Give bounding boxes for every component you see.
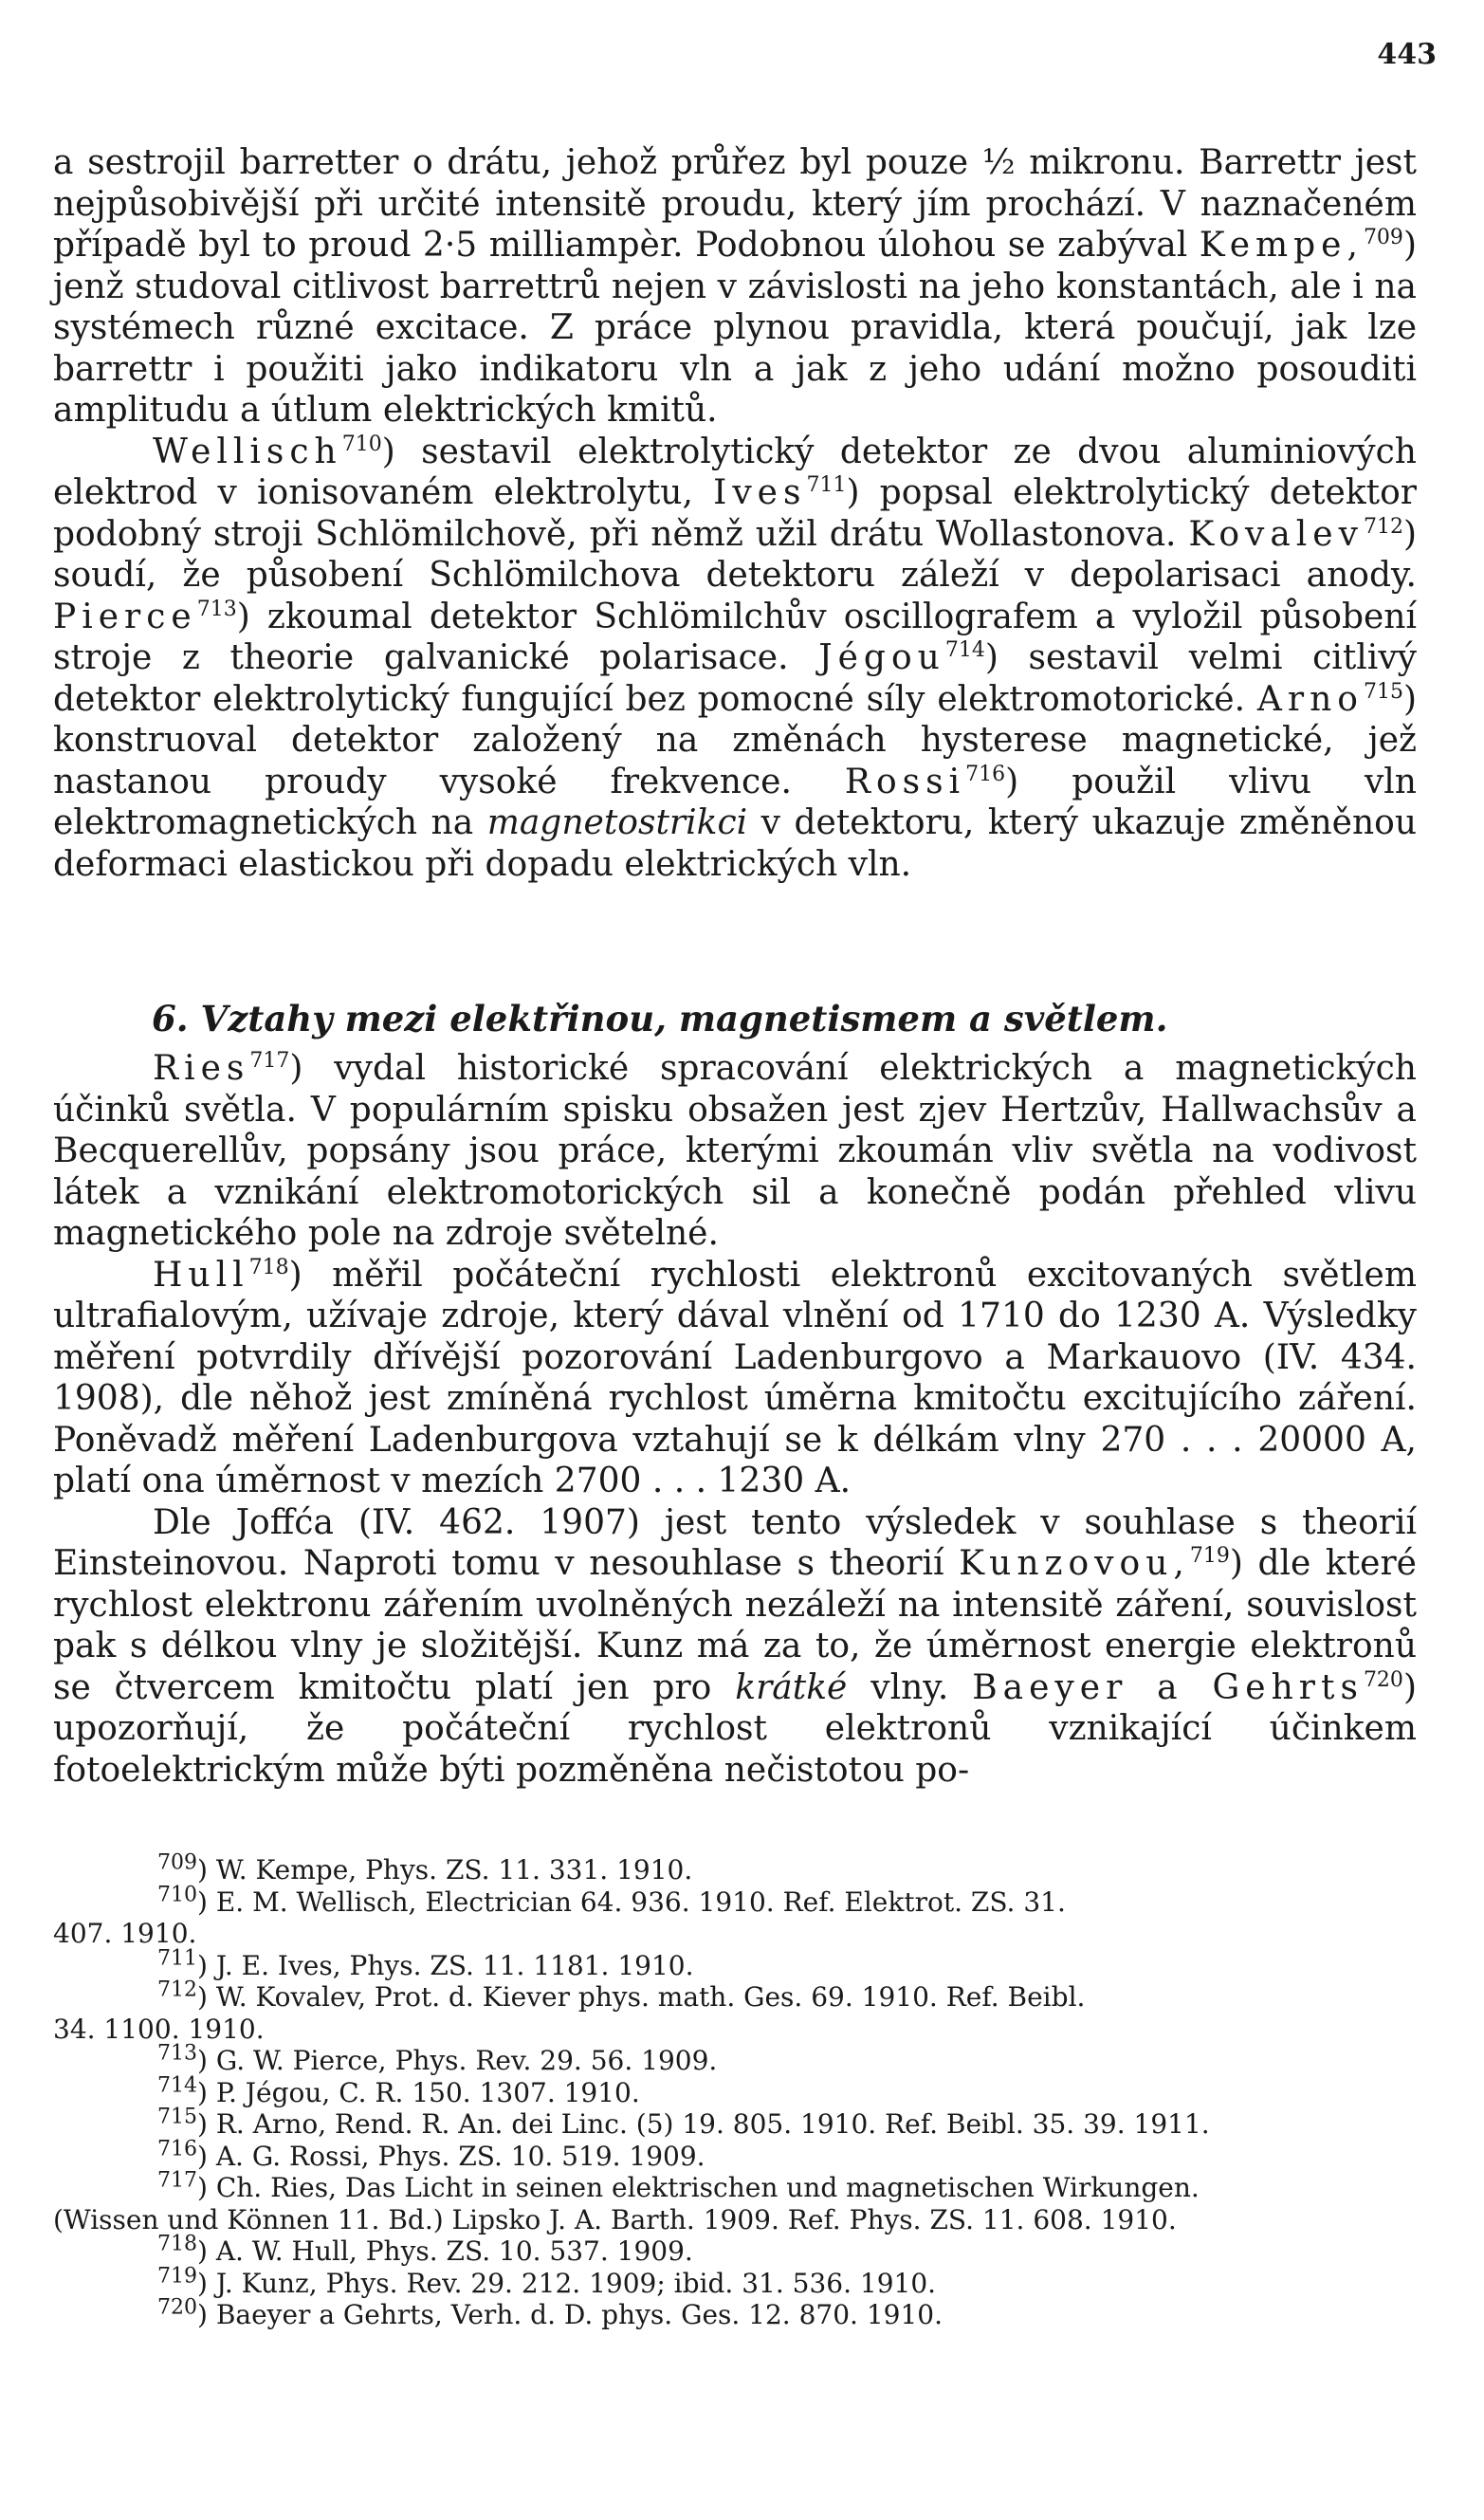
- footnote-text: J. Kunz, Phys. Rev. 29. 212. 1909; ibid. 31. 536. 1910.: [215, 2267, 937, 2299]
- footnote-text: W. Kempe, Phys. ZS. 11. 331. 1910.: [215, 1854, 693, 1885]
- footnote-number: 717: [157, 2168, 197, 2193]
- author-name: Rossi: [844, 762, 966, 801]
- text-run: v detektoru, který ukazuje změněnou deformaci elastickou při dopadu elektrických vln.: [53, 803, 1418, 884]
- footnote: $^{715}$) R. Arno, Rend. R. An. dei Linc. (5) 19. 805. 1910. Ref. Beibl. 35. 39. 1911.: [157, 2105, 1210, 2140]
- footnote-text: G. W. Pierce, Phys. Rev. 29. 56. 1909.: [215, 2045, 718, 2076]
- footnote: $^{714}$) P. Jégou, C. R. 150. 1307. 1910.: [157, 2073, 640, 2108]
- text-run: ) měřil počáteční rychlosti elektronů excitovaných světlem ultrafialovým, užívaje zdroje, který dával vlnění od 1710 do 1230 A. Výsledky měření potvrdily dřívější pozorování Ladenburgovo a Markauovo (IV. 434. 1908), dle něhož jest zmíněná rychlost úměrna kmitočtu excitujícího záření. Poněvadž měření Ladenburgova vztahují se k délkám vlny 270 . . . 20000 A, platí ona úměrnost v mezích 2700 . . . 1230 A.: [53, 1255, 1417, 1500]
- footnote-ref: 711: [806, 473, 847, 497]
- footnote-number: 718: [157, 2232, 197, 2256]
- footnote-number: 712: [157, 1977, 197, 2002]
- text-run: Dle Joffća (IV. 462. 1907) jest tento výsledek v souhlase s theorií Einsteinovou. Naproti tomu v nesouhlase s theorií: [53, 1502, 1417, 1583]
- paragraph: [53, 142, 1417, 432]
- footnote-text: A. W. Hull, Phys. ZS. 10. 537. 1909.: [215, 2235, 693, 2267]
- footnote-text: A. G. Rossi, Phys. ZS. 10. 519. 1909.: [215, 2140, 705, 2172]
- author-name: Ives: [713, 473, 807, 512]
- footnote-text: R. Arno, Rend. R. An. dei Linc. (5) 19. 805. 1910. Ref. Beibl. 35. 39. 1911.: [215, 2108, 1210, 2140]
- author-name: Jégou: [818, 638, 945, 677]
- footnote: $^{716}$) A. G. Rossi, Phys. ZS. 10. 519. 1909.: [157, 2137, 705, 2172]
- footnote: $^{712}$) W. Kovalev, Prot. d. Kiever phys. math. Ges. 69. 1910. Ref. Beibl. 34. 1100. 1910.: [53, 1981, 1417, 2045]
- footnote-text: P. Jégou, C. R. 150. 1307. 1910.: [215, 2076, 640, 2108]
- text-run: ) sestavil elektrolytický detektor ze dvou aluminiových elektrod v ionisovaném elektrolytu,: [53, 432, 1417, 512]
- footnote-number: 714: [157, 2073, 197, 2098]
- paragraph: [53, 1048, 1417, 1255]
- author-name: Pierce: [53, 597, 197, 636]
- footnote-number: 713: [157, 2041, 197, 2066]
- author-name: Arno: [1256, 679, 1364, 719]
- section-heading: 6. Vztahy mezi elektřinou, magnetismem a světlem.: [152, 998, 1168, 1039]
- text-run: ) konstruoval detektor založený na změnách hysterese magnetické, jež nastanou proudy vysoké frekvence.: [53, 679, 1417, 801]
- footnote-ref: 719: [1189, 1544, 1230, 1568]
- text-run: ) vydal historické spracování elektrických a magnetických účinků světla. V populárním spisku obsažen jest zjev Hertzův, Hallwachsův a Becquerellův, popsány jsou práce, kterými zkoumán vliv světla na vodivost látek a vznikání elektromotorických sil a konečně podán přehled vlivu magnetického pole na zdroje světelné.: [53, 1049, 1417, 1253]
- footnote-number: 715: [157, 2105, 197, 2129]
- footnote-continuation: 407. 1910.: [53, 1918, 197, 1949]
- text-run: ) soudí, že působení Schlömilchova detektoru záleží v depolarisaci anody.: [53, 514, 1417, 595]
- footnote: $^{720}$) Baeyer a Gehrts, Verh. d. D. phys. Ges. 12. 870. 1910.: [157, 2295, 944, 2330]
- footnote-text: E. M. Wellisch, Electrician 64. 936. 1910. Ref. Elektrot. ZS. 31.: [215, 1885, 1066, 1918]
- footnote-ref: 716: [965, 762, 1006, 786]
- text-run: ) zkoumal detektor Schlömilchův oscillografem a vyložil působení stroje z theorie galvanické polarisace.: [53, 597, 1417, 677]
- footnote-number: 710: [157, 1883, 197, 1907]
- italic-term: magnetostrikci: [486, 803, 748, 842]
- author-name: Kunzovou,: [959, 1544, 1190, 1583]
- footnote: $^{713}$) G. W. Pierce, Phys. Rev. 29. 56. 1909.: [157, 2041, 718, 2076]
- footnote-number: 711: [157, 1946, 197, 1971]
- footnote-number: 716: [157, 2137, 197, 2161]
- footnote-ref: 712: [1363, 514, 1403, 539]
- footnote-number: 719: [157, 2264, 197, 2289]
- footnote-text: Baeyer a Gehrts, Verh. d. D. phys. Ges. 12. 870. 1910.: [215, 2299, 944, 2330]
- footnote-number: 720: [157, 2295, 197, 2320]
- author-name: Ries: [153, 1049, 250, 1088]
- italic-term: krátké: [735, 1667, 848, 1707]
- paragraph: [53, 1502, 1417, 1792]
- footnote-ref: 718: [248, 1255, 289, 1279]
- footnotes: [53, 1850, 1417, 2331]
- footnote-ref: 709: [1363, 226, 1403, 249]
- author-name: Kovalev: [1188, 514, 1364, 554]
- footnote-text: Ch. Ries, Das Licht in seinen elektrischen und magnetischen Wirkungen.: [215, 2172, 1200, 2203]
- footnote: $^{711}$) J. E. Ives, Phys. ZS. 11. 1181. 1910.: [157, 1946, 694, 1981]
- footnote: $^{717}$) Ch. Ries, Das Licht in seinen elektrischen und magnetischen Wirkungen. (Wissen und Können 11. Bd.) Lipsko J. A. Barth. 1909. Ref. Phys. ZS. 11. 608. 1910.: [53, 2172, 1417, 2235]
- author-name: Hull: [153, 1255, 249, 1295]
- text-run: ) popsal elektrolytický detektor podobný stroji Schlömilchově, při němž užil drátu Wollastonova.: [53, 473, 1417, 554]
- footnote-ref: 710: [341, 432, 382, 456]
- footnote: $^{710}$) E. M. Wellisch, Electrician 64. 936. 1910. Ref. Elektrot. ZS. 31. 407. 1910.: [53, 1886, 1417, 1950]
- text-run: ) sestavil velmi citlivý detektor elektrolytický fungující bez pomocné síly elektromotorické.: [53, 638, 1417, 719]
- footnote-continuation: 34. 1100. 1910.: [53, 2013, 265, 2045]
- author-name: Baeyer a Gehrts: [972, 1667, 1364, 1707]
- text-run: a sestrojil barretter o drátu, jehož průřez byl pouze ½ mikronu. Barrettr jest nejpůsobivější při určité intensitě proudu, který jím prochází. V naznačeném případě byl to proud 2·5 milliampèr. Podobnou úlohou se zabýval: [53, 143, 1417, 265]
- footnote-ref: 720: [1363, 1667, 1403, 1692]
- footnote: $^{709}$) W. Kempe, Phys. ZS. 11. 331. 1910.: [157, 1850, 693, 1885]
- body-text-top: [53, 142, 1417, 885]
- footnote-text: J. E. Ives, Phys. ZS. 11. 1181. 1910.: [215, 1949, 694, 1981]
- text-run: ) upozorňují, že počáteční rychlost elektronů vznikající účinkem fotoelektrickým může býti pozměněna nečistotou po-: [53, 1667, 1417, 1790]
- text-run: ) jenž studoval citlivost barrettrů nejen v závislosti na jeho konstantách, ale i na systémech různé excitace. Z práce plynou pravidla, která poučují, jak lze barrettr i použiti jako indikatoru vln a jak z jeho udání možno posouditi amplitudu a útlum elektrických kmitů.: [53, 226, 1417, 430]
- footnote: $^{718}$) A. W. Hull, Phys. ZS. 10. 537. 1909.: [157, 2232, 693, 2267]
- footnote-ref: 715: [1363, 679, 1403, 704]
- author-name: Kempe,: [1199, 226, 1364, 265]
- body-text-bottom: [53, 1048, 1417, 1791]
- text-run: ) použil vlivu vln elektromagnetických na: [53, 762, 1417, 842]
- footnote-text: W. Kovalev, Prot. d. Kiever phys. math. Ges. 69. 1910. Ref. Beibl.: [215, 1981, 1086, 2013]
- paragraph: [53, 432, 1417, 886]
- footnote-ref: 717: [249, 1049, 290, 1073]
- footnote-continuation: (Wissen und Können 11. Bd.) Lipsko J. A. Barth. 1909. Ref. Phys. ZS. 11. 608. 1910.: [53, 2203, 1177, 2235]
- text-run: vlny.: [870, 1667, 949, 1707]
- footnote-ref: 714: [944, 638, 985, 662]
- footnote-ref: 713: [196, 597, 237, 621]
- footnote-number: 709: [157, 1850, 197, 1875]
- text-run: ) dle které rychlost elektronu zářením uvolněných nezáleží na intensitě záření, souvislost pak s délkou vlny je složitější. Kunz má za to, že úměrnost energie elektronů se čtvercem kmitočtu platí jen pro: [53, 1544, 1417, 1707]
- page-number: 443: [1377, 38, 1437, 71]
- paragraph: [53, 1255, 1417, 1502]
- footnote: $^{719}$) J. Kunz, Phys. Rev. 29. 212. 1909; ibid. 31. 536. 1910.: [157, 2264, 937, 2299]
- author-name: Wellisch: [153, 432, 342, 471]
